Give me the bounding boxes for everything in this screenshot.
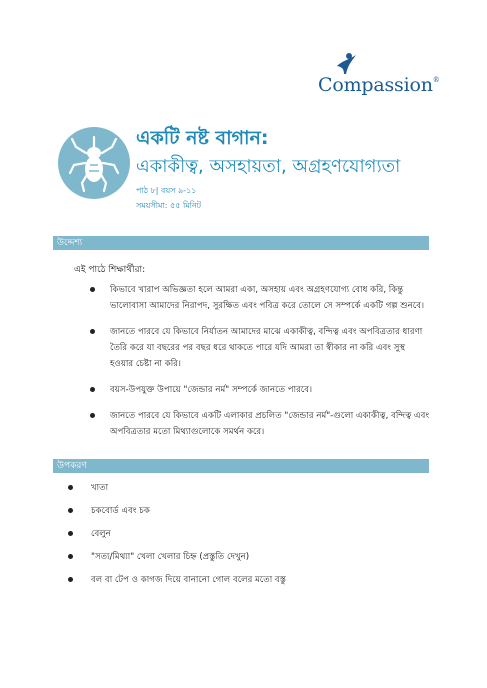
bullet-icon	[68, 485, 73, 490]
list-item: বল বা টেপ ও কাগজ দিয়ে বানানো গোল বলের মতো বস্তু	[66, 574, 426, 597]
objectives-list	[90, 282, 430, 450]
compassion-logo	[318, 52, 438, 100]
logo-text: Compassion	[318, 74, 433, 96]
bullet-icon	[90, 387, 95, 392]
bullet-icon	[68, 577, 73, 582]
lesson-title: একটি নষ্ট বাগান:	[136, 127, 269, 149]
list-item: বেলুন	[66, 528, 426, 551]
mosquito-icon	[58, 127, 130, 199]
bullet-icon	[68, 531, 73, 536]
bullet-icon	[90, 329, 95, 334]
list-item: "সত্য/মিথ্যা" খেলা খেলার চিহ্ন (প্রস্তুতি দেখুন)	[66, 551, 426, 574]
bullet-icon	[68, 554, 73, 559]
list-item: কিভাবে খারাপ অভিজ্ঞতা হলে আমরা একা, অসহায় এবং অগ্রহণযোগ্য বোধ করি, কিন্তু ভালোবাসা আমাদের নিরাপদ, সুরক্ষিত এবং পবিত্র করে তোলে সে সম্পর্কে একটি গল্প শুনবে।	[90, 282, 430, 314]
materials-heading: উপকরণ	[53, 459, 429, 473]
objectives-heading: উদ্দেশ্য	[53, 236, 429, 250]
objectives-intro: এই পাঠে শিক্ষার্থীরা:	[74, 265, 146, 275]
list-item: জানতে পারবে যে কিভাবে একটি এলাকার প্রচলিত "জেন্ডার নর্ম"-গুলো একাকীত্ব, বন্দিত্ব এবং অপবিত্রতার মতো মিথ্যাগুলোকে সমর্থন করে।	[90, 408, 430, 440]
bullet-icon	[90, 287, 95, 292]
bullet-icon	[90, 413, 95, 418]
lesson-subtitle: একাকীত্ব, অসহায়তা, অগ্রহণযোগ্যতা	[136, 156, 401, 177]
list-item: খাতা	[66, 482, 426, 505]
lesson-time-line: সময়সীমা: ৫৫ মিনিট	[136, 201, 202, 210]
list-item: জানতে পারবে যে কিভাবে নির্যাতন আমাদের মাঝে একাকীত্ব, বন্দিত্ব এবং অপবিত্রতার ধারণা তৈরি করে যা বছরের পর বছর ধরে থাকতে পারে যদি আমরা তা স্বীকার না করি এবং সুস্থ হওয়ার চেষ্টা না করি।	[90, 324, 430, 372]
compassion-figure-icon	[334, 52, 358, 76]
list-item: বয়স-উপযুক্ত উপায়ে "জেন্ডার নর্ম" সম্পর্কে জানতে পারবে।	[90, 382, 430, 398]
logo-registered-mark: ®	[432, 76, 440, 84]
list-item: চকবোর্ড এবং চক	[66, 505, 426, 528]
lesson-icon-circle	[58, 127, 130, 199]
materials-list	[66, 482, 426, 597]
bullet-icon	[68, 508, 73, 513]
lesson-age-line: পাঠ ৮| বয়স ৯-১১	[136, 186, 197, 195]
